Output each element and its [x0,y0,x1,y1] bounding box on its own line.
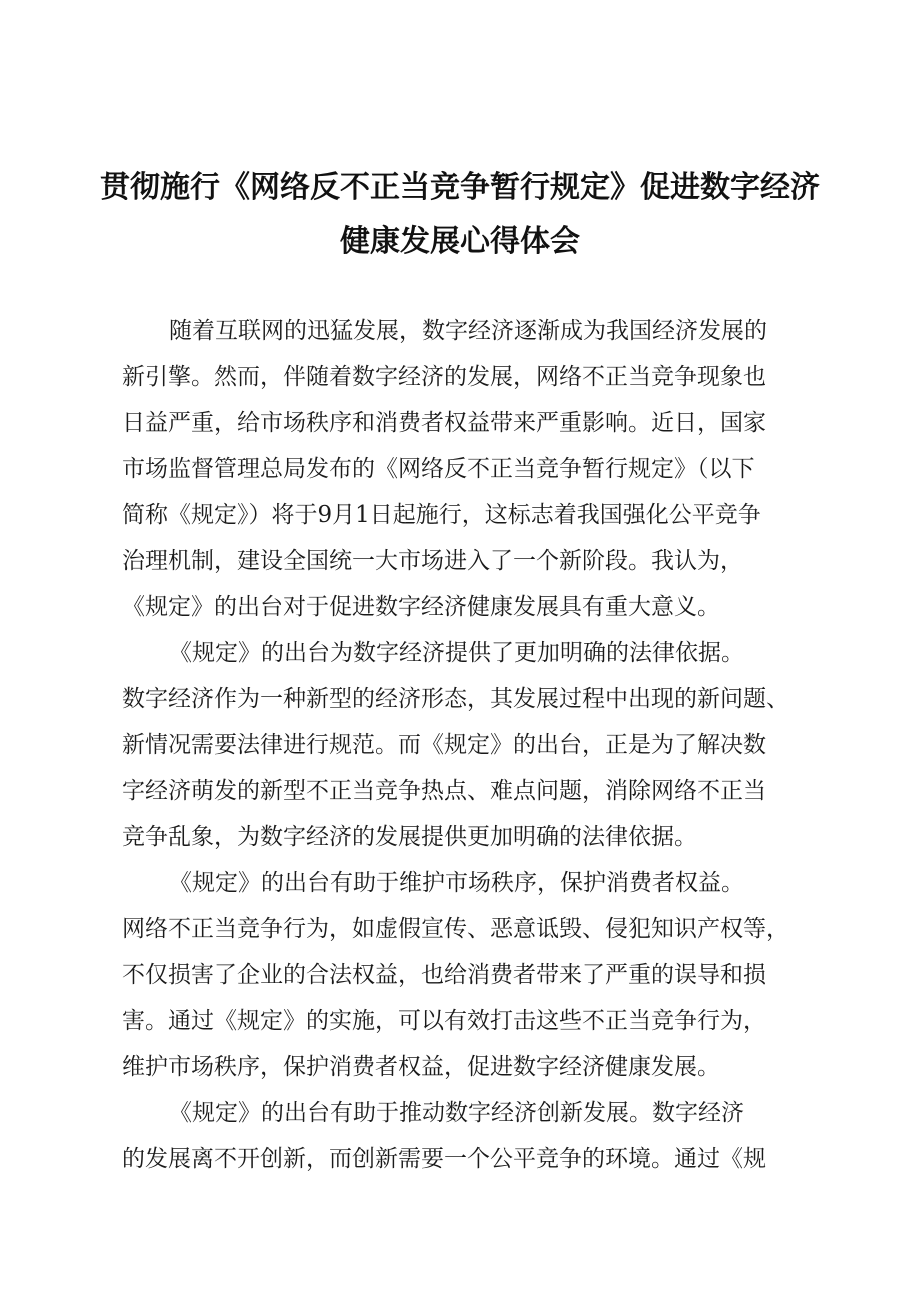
body-line: 害。通过《规定》的实施，可以有效打击这些不正当竞争行为， [122,1008,766,1034]
body-line: 的发展离不开创新，而创新需要一个公平竞争的环境。通过《规 [122,1146,766,1172]
body-line: 《规定》的出台对于促进数字经济健康发展具有重大意义。 [122,594,720,620]
body-line: 不仅损害了企业的合法权益，也给消费者带来了严重的误导和损 [122,962,766,988]
document-body [122,308,812,1182]
body-line: 《规定》的出台为数字经济提供了更加明确的法律依据。 [169,640,744,666]
body-line: 竞争乱象，为数字经济的发展提供更加明确的法律依据。 [122,824,697,850]
body-line: 简称《规定》）将于9月1日起施行，这标志着我国强化公平竞争 [122,502,761,528]
document-title-line-1: 贯彻施行《网络反不正当竞争暂行规定》促进数字经济 [100,170,820,205]
body-line: 新情况需要法律进行规范。而《规定》的出台，正是为了解决数 [122,732,766,758]
body-line: 网络不正当竞争行为，如虚假宣传、恶意诋毁、侵犯知识产权等， [122,916,789,942]
body-line: 日益严重，给市场秩序和消费者权益带来严重影响。近日，国家 [122,410,766,436]
body-line: 字经济萌发的新型不正当竞争热点、难点问题，消除网络不正当 [122,778,766,804]
body-line: 《规定》的出台有助于推动数字经济创新发展。数字经济 [169,1100,744,1126]
document-title-line-2: 健康发展心得体会 [340,224,580,259]
body-line: 治理机制，建设全国统一大市场进入了一个新阶段。我认为， [122,548,743,574]
body-line: 数字经济作为一种新型的经济形态，其发展过程中出现的新问题、 [122,686,789,712]
body-line: 维护市场秩序，保护消费者权益，促进数字经济健康发展。 [122,1054,720,1080]
body-line: 新引擎。然而，伴随着数字经济的发展，网络不正当竞争现象也 [122,364,766,390]
body-line: 随着互联网的迅猛发展，数字经济逐渐成为我国经济发展的 [169,318,767,344]
body-line: 《规定》的出台有助于维护市场秩序，保护消费者权益。 [169,870,744,896]
body-line: 市场监督管理总局发布的《网络反不正当竞争暂行规定》（以下 [122,456,755,482]
